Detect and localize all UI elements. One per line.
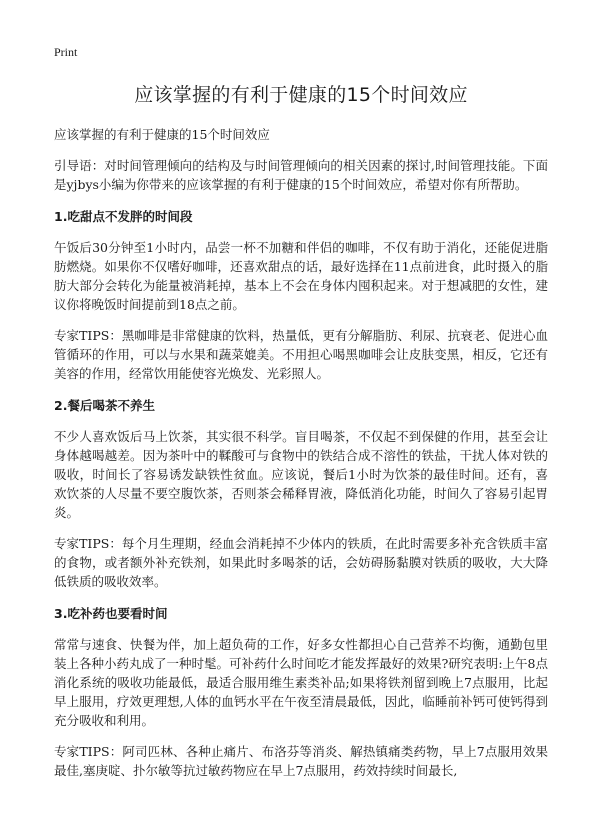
print-label[interactable]: Print <box>54 45 78 59</box>
section-3-tips: 专家TIPS：阿司匹林、各种止痛片、布洛芬等消炎、解热镇痛类药物，早上7点服用效果最佳,塞庚啶、扑尔敏等抗过敏药物应在早上7点服用，药效持续时间最长, <box>54 744 548 778</box>
section-2-paragraph-1: 不少人喜欢饭后马上饮茶，其实很不科学。盲目喝茶，不仅起不到保健的作用，甚至会让身体越喝越差。因为茶叶中的鞣酸可与食物中的铁结合成不溶性的铁盐，干扰人体对铁的吸收，时间长了容易诱发缺铁性贫血。应该说，餐后1小时为饮茶的最佳时间。还有，喜欢饮茶的人尽量不要空腹饮茶，否则茶会稀释胃液，降低消化功能，时间久了容易引起胃炎。 <box>54 429 548 520</box>
section-1-paragraph-1: 午饭后30分钟至1小时内，品尝一杯不加糖和伴侣的咖啡，不仅有助于消化，还能促进脂肪燃烧。如果你不仅嗜好咖啡，还喜欢甜点的话，最好选择在11点前进食，此时摄入的脂肪大部分会转化为能量被消耗掉，基本上不会在身体内囤积起来。对于想减肥的女性，建议你将晚饭时间提前到18点之前。 <box>54 240 548 312</box>
section-3-paragraph-1: 常常与速食、快餐为伴，加上超负荷的工作，好多女性都担心自己营养不均衡，通勤包里装上各种小药丸成了一种时髦。可补药什么时间吃才能发挥最好的效果?研究表明:上午8点消化系统的吸收功能最低，最适合服用维生素类补品;如果将铁剂留到晚上7点服用，比起早上服用，疗效更理想,人体的血钙水平在午夜至清晨最低，因此，临睡前补钙可使钙得到充分吸收和利用。 <box>54 637 548 728</box>
document-title: 应该掌握的有利于健康的15个时间效应 <box>134 84 468 106</box>
intro-paragraph: 引导语：对时间管理倾向的结构及与时间管理倾向的相关因素的探讨,时间管理技能。下面是yjbys小编为你带来的应该掌握的有利于健康的15个时间效应，希望对你有所帮助。 <box>54 158 548 192</box>
document-subtitle: 应该掌握的有利于健康的15个时间效应 <box>54 127 270 142</box>
section-heading-3: 3.吃补药也要看时间 <box>54 606 168 621</box>
section-2-tips: 专家TIPS：每个月生理期，经血会消耗掉不少体内的铁质，在此时需要多补充含铁质丰富的食物，或者额外补充铁剂，如果此时多喝茶的话，会妨碍肠黏膜对铁质的吸收，大大降低铁质的吸收效率。 <box>54 536 548 589</box>
section-heading-1: 1.吃甜点不发胖的时间段 <box>54 209 193 224</box>
section-1-tips: 专家TIPS：黑咖啡是非常健康的饮料，热量低，更有分解脂肪、利尿、抗衰老、促进心血管循环的作用，可以与水果和蔬菜媲美。不用担心喝黑咖啡会让皮肤变黑，相反，它还有美容的作用，经常饮用能使容光焕发、光彩照人。 <box>54 328 548 381</box>
section-heading-2: 2.餐后喝茶不养生 <box>54 398 155 413</box>
